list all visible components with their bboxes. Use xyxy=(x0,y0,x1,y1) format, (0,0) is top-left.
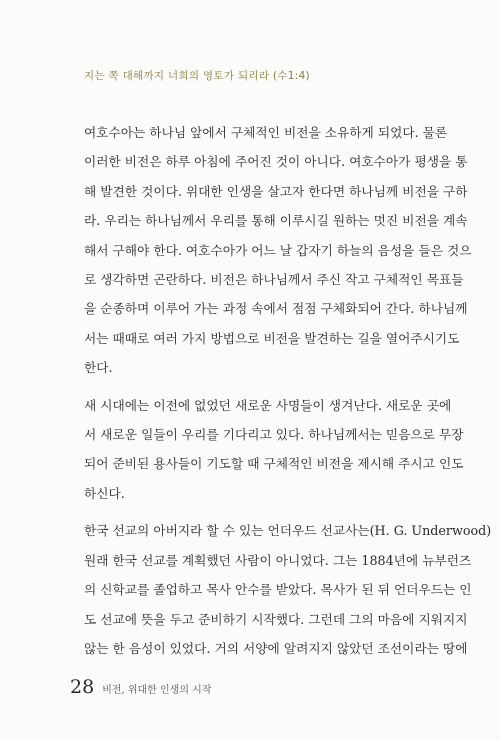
text-line: 해서 구해야 한다. 여호수아가 어느 날 갑자기 하늘의 음성을 들은 것으 xyxy=(84,242,472,258)
text-line: 되어 준비된 용사들이 기도할 때 구체적인 비전을 제시해 주시고 인도 xyxy=(84,456,464,472)
paragraph xyxy=(70,516,492,663)
text-line: 로 생각하면 곤란하다. 비전은 하나님께서 주신 작고 구체적인 목표들 xyxy=(84,272,464,288)
text-line: 라. 우리는 하나님께서 우리를 통해 이루시길 원하는 멋진 비전을 계속 xyxy=(84,213,468,229)
text-line: 서는 때때로 여러 가지 방법으로 비전을 발견하는 길을 열어주시기도 xyxy=(84,330,460,346)
book-title: 비전, 위대한 인생의 시작 xyxy=(102,685,212,696)
text-line: 도 선교에 뜻을 두고 준비하기 시작했다. 그런데 그의 마음에 지워지지 xyxy=(84,611,468,627)
text-line: 여호수아는 하나님 앞에서 구체적인 비전을 소유하게 되었다. 물론 xyxy=(84,125,448,140)
text-line: 원래 한국 선교를 계획했던 사람이 아니었다. 그는 1884년에 뉴부런즈 xyxy=(84,552,472,568)
text-line: 않는 한 음성이 있었다. 거의 서양에 알려지지 않았던 조선이라는 땅에 xyxy=(84,640,468,656)
body-text xyxy=(70,118,492,663)
page-number: 28 xyxy=(70,676,95,698)
text-line: 을 순종하며 이루어 가는 과정 속에서 점점 구체화되어 간다. 하나님께 xyxy=(84,301,468,317)
paragraph xyxy=(70,118,472,383)
text-line: 이러한 비전은 하루 아침에 주어진 것이 아니다. 여호수아가 평생을 통 xyxy=(84,154,468,170)
text-line: 새 시대에는 이전에 없었던 새로운 사명들이 생겨난다. 새로운 곳에 xyxy=(84,397,452,413)
text-line: 해 발견한 것이다. 위대한 인생을 살고자 한다면 하나님께 비전을 구하 xyxy=(84,183,468,199)
running-header-verse: 지는 쪽 대해까지 너희의 영토가 되리라 (수1:4) xyxy=(84,70,310,82)
page-footer xyxy=(70,676,212,698)
paragraph xyxy=(70,391,464,509)
text-line: 하신다. xyxy=(84,485,125,501)
text-line: 의 신학교를 졸업하고 목사 안수를 받았다. 목사가 된 뒤 언더우드는 인 xyxy=(84,582,472,598)
text-line: 서 새로운 일들이 우리를 기다리고 있다. 하나님께서는 믿음으로 무장 xyxy=(84,427,464,443)
text-line: 한국 선교의 아버지라 할 수 있는 언더우드 선교사는(H. G. Underwood) xyxy=(84,523,492,539)
text-line: 한다. xyxy=(84,360,113,376)
